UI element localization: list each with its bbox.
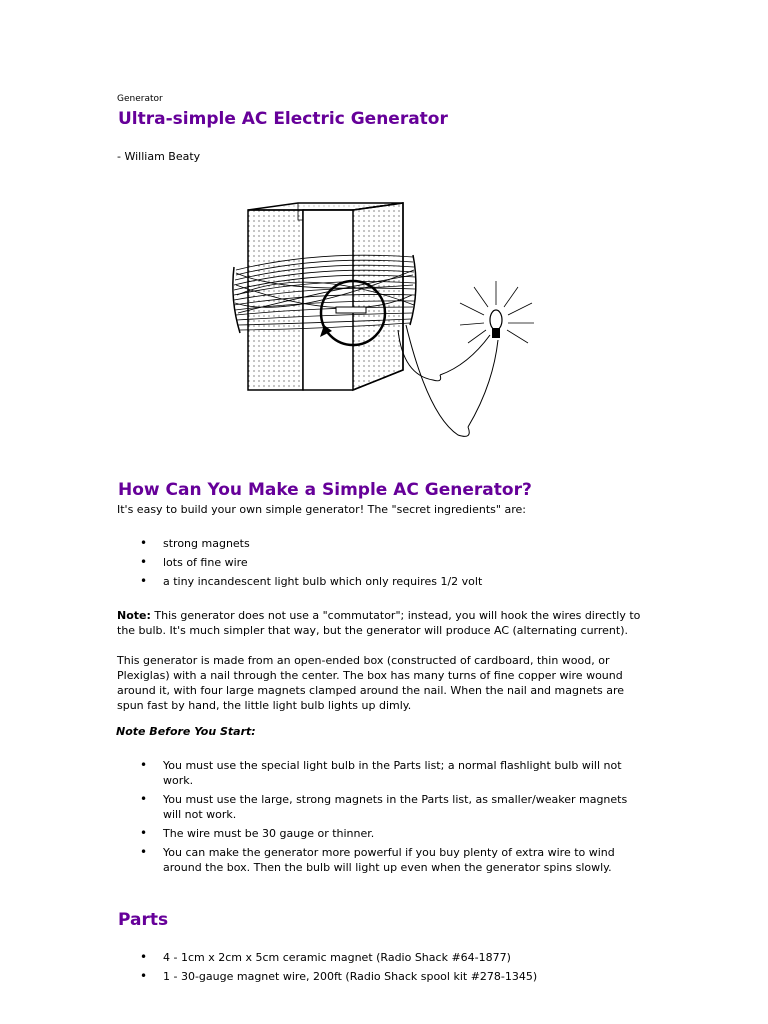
author-line: - William Beaty [117, 150, 201, 163]
note-text: This generator does not use a "commutator"; instead, you will hook the wires directly to the bulb. It's much simpler that way, but the generator will produce AC (alternating current). [117, 609, 641, 637]
list-item: • You can make the generator more powerful if you buy plenty of extra wire to wind around the box. Then the bulb will light up even when the generator spins slowly. [140, 845, 640, 875]
breadcrumb: Generator [117, 94, 163, 104]
parts-heading: Parts [118, 910, 169, 930]
note-paragraph [117, 608, 652, 638]
list-item: • You must use the large, strong magnets in the Parts list, as smaller/weaker magnets will not work. [140, 792, 640, 822]
section-heading: How Can You Make a Simple AC Generator? [118, 480, 532, 500]
page-title: Ultra-simple AC Electric Generator [118, 109, 448, 129]
ingredients-list [140, 536, 640, 593]
note-before-heading: Note Before You Start: [116, 725, 256, 738]
list-item: • 4 - 1cm x 2cm x 5cm ceramic magnet (Radio Shack #64-1877) [140, 950, 640, 965]
note-label: Note: [117, 609, 151, 622]
generator-illustration [228, 195, 548, 455]
note-before-list [140, 758, 640, 879]
list-item: • strong magnets [140, 536, 640, 551]
description-paragraph: This generator is made from an open-ended box (constructed of cardboard, thin wood, or Plexiglas) with a nail through the center. The box has many turns of fine copper wire wound around it, with four large magnets clamped around the nail. When the nail and magnets are spun fast by hand, the little light bulb lights up dimly. [117, 654, 625, 712]
intro-paragraph: It's easy to build your own simple generator! The "secret ingredients" are: [117, 503, 526, 516]
parts-list [140, 950, 640, 988]
list-item: • The wire must be 30 gauge or thinner. [140, 826, 640, 841]
list-item: • You must use the special light bulb in the Parts list; a normal flashlight bulb will not work. [140, 758, 640, 788]
list-item: • 1 - 30-gauge magnet wire, 200ft (Radio Shack spool kit #278-1345) [140, 969, 640, 984]
list-item: • lots of fine wire [140, 555, 640, 570]
list-item: • a tiny incandescent light bulb which only requires 1/2 volt [140, 574, 640, 589]
